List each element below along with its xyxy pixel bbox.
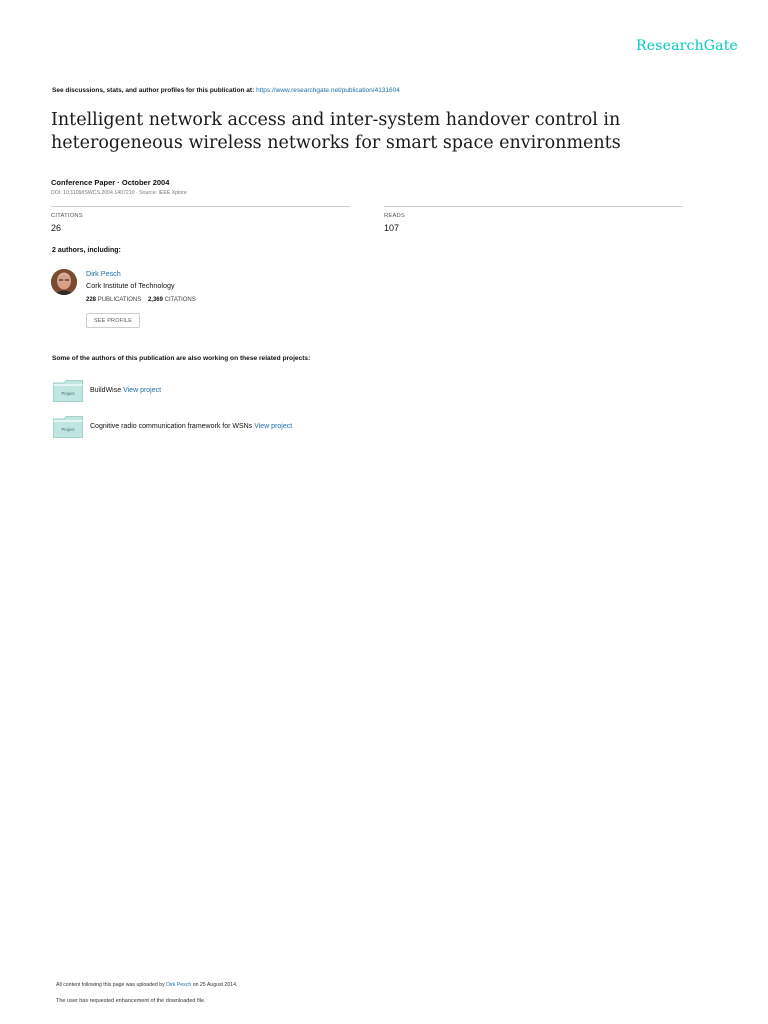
project-icon-label: Project [61, 391, 75, 396]
author-publications-label: PUBLICATIONS [97, 297, 142, 303]
upload-prefix: All content following this page was uploaded by [56, 982, 167, 988]
author-citations-label: CITATIONS [164, 297, 196, 303]
reads-value: 107 [384, 223, 400, 233]
citations-label: CITATIONS [51, 213, 83, 219]
author-avatar[interactable] [51, 269, 77, 295]
intro-line [52, 87, 400, 94]
paper-title: Intelligent network access and inter-system handover control in heterogeneous wireless networks for smart space environments [51, 110, 621, 153]
citations-value: 26 [51, 223, 62, 233]
paper-type-date: Conference Paper · October 2004 [51, 178, 170, 187]
enhancement-note: The user has requested enhancement of the downloaded file. [56, 998, 206, 1004]
paper-doi-source: DOI: 10.1109/ISWCS.2004.1407210 · Source: IEEE Xplore [51, 190, 187, 196]
project-name: BuildWise [90, 387, 122, 394]
author-citations-count: 2,369 [147, 297, 163, 303]
project-icon-label: Project [61, 427, 75, 432]
researchgate-logo[interactable]: ResearchGate [636, 38, 739, 54]
uploader-link[interactable]: Dirk Pesch [166, 982, 192, 988]
authors-heading: 2 authors, including: [52, 247, 121, 254]
project-folder-icon [53, 416, 83, 438]
upload-suffix: on 25 August 2014. [191, 982, 238, 988]
view-project-link[interactable]: View project [123, 387, 162, 394]
project-item [90, 387, 161, 394]
author-publications-count: 228 [86, 297, 97, 303]
project-name: Cognitive radio communication framework for WSNs [90, 423, 253, 430]
reads-label: READS [384, 213, 405, 219]
divider-right [384, 206, 683, 207]
divider-left [51, 206, 350, 207]
author-institution: Cork Institute of Technology [86, 281, 175, 290]
see-profile-button[interactable]: SEE PROFILE [86, 313, 140, 328]
intro-text: See discussions, stats, and author profiles for this publication at: [52, 87, 257, 94]
view-project-link[interactable]: View project [254, 423, 293, 430]
author-name-link[interactable]: Dirk Pesch [86, 269, 121, 278]
projects-heading: Some of the authors of this publication are also working on these related projects: [52, 355, 311, 362]
project-item [90, 423, 292, 430]
author-stats [86, 297, 196, 303]
publication-url-link[interactable]: https://www.researchgate.net/publication/4131604 [256, 87, 400, 94]
project-folder-icon [53, 380, 83, 402]
avatar-portrait-icon [51, 269, 77, 295]
upload-note [56, 982, 237, 988]
